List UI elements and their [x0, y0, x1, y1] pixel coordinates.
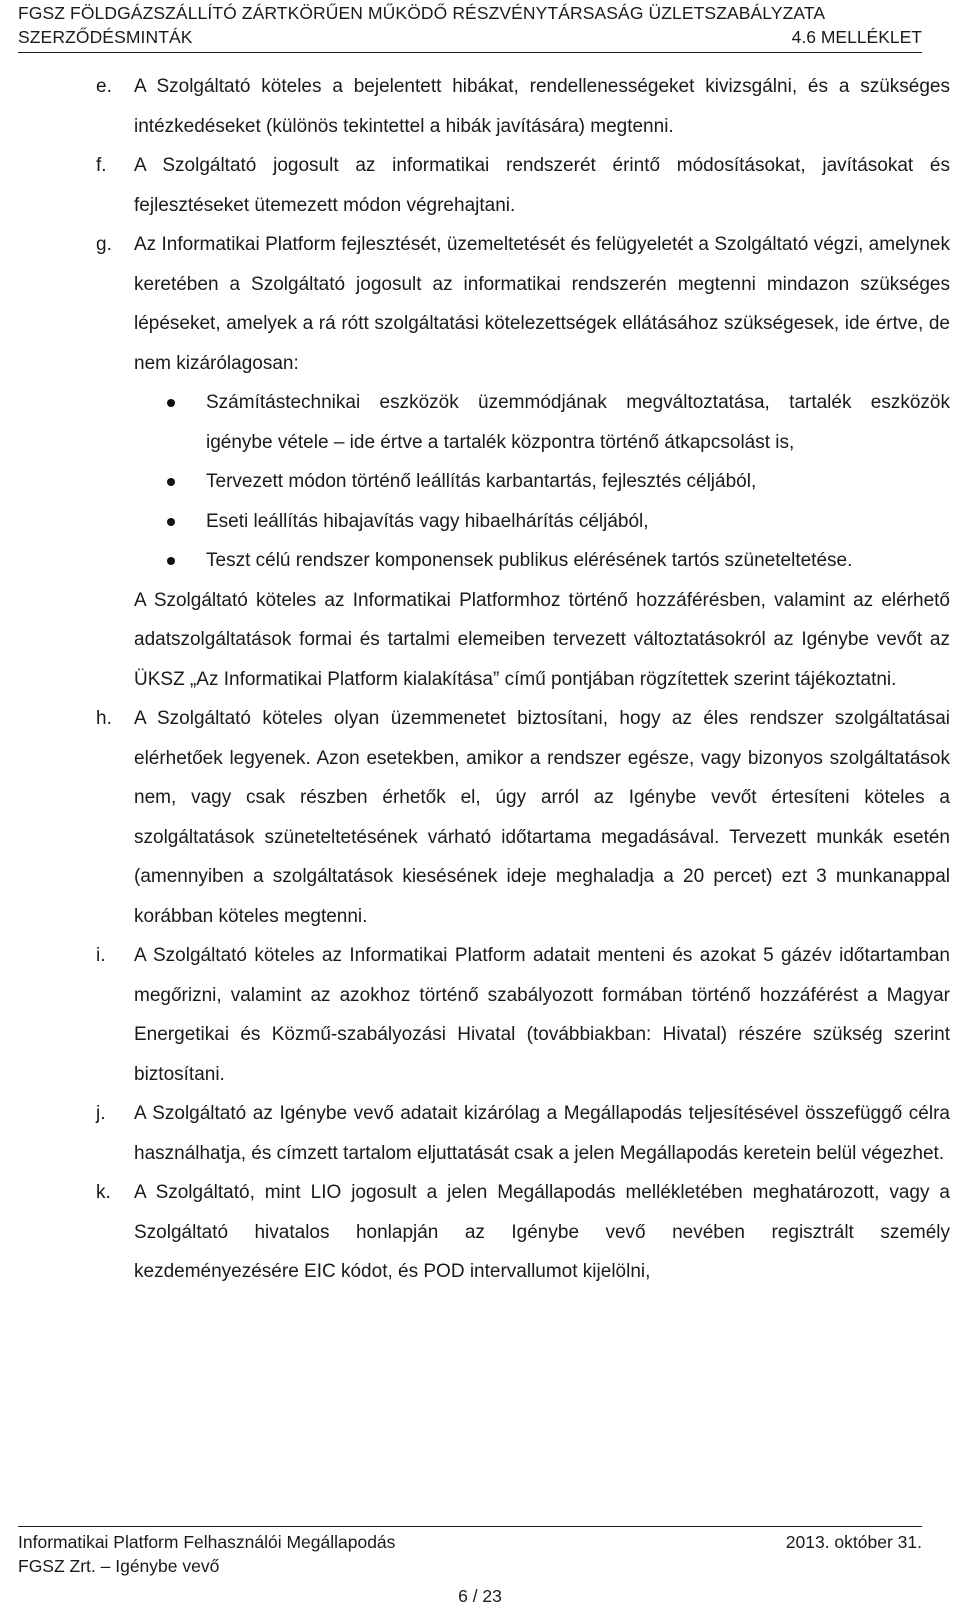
list-item-j — [96, 1094, 950, 1173]
footer-rule — [18, 1526, 922, 1527]
item-text: A Szolgáltató köteles olyan üzemmenetet biztosítani, hogy az éles rendszer szolgáltatásai elérhetőek legyenek. Azon esetekben, amikor a rendszer egésze, vagy bizonyos szolgáltatások nem, vagy csak részben érhetők el, úgy arról az Igénybe vevőt értesíteni köteles a szolgáltatások szüneteltetésének várható időtartama megadásával. Tervezett munkák esetén (amennyiben a szolgáltatások kiesésének ideje meghaladja a 20 percet) ezt 3 munkanappal korábban köteles megtenni. — [134, 708, 950, 927]
item-text: Az Informatikai Platform fejlesztését, üzemeltetését és felügyeletét a Szolgáltató végzi, amelynek keretében a Szolgáltató jogosult az informatikai rendszerén megtenni mindazon szükséges lépéseket, amelyek a rá rótt szolgáltatási kötelezettségek ellátásához szükségesek, ide értve, de nem kizárólagosan: — [134, 234, 950, 374]
bullet-text: Számítástechnikai eszközök üzemmódjának megváltoztatása, tartalék eszközök igénybe vétele – ide értve a tartalék központra történő átkapcsolást is, — [206, 392, 950, 453]
bullet-item — [206, 383, 950, 462]
document-body — [0, 67, 960, 1292]
page-footer — [0, 1526, 960, 1624]
item-closing-text: A Szolgáltató köteles az Informatikai Platformhoz történő hozzáférésben, valamint az elérhető adatszolgáltatások formai és tartalmi elemeiben tervezett változtatásokról az Igénybe vevőt az ÜKSZ „Az Informatikai Platform kialakítása” című pontjában rögzítettek szerint tájékoztatni. — [134, 589, 950, 690]
item-text: A Szolgáltató köteles az Informatikai Platform adatait menteni és azokat 5 gázév időtartamban megőrizni, valamint az azokhoz történő szabályozott formában történő hozzáférést a Magyar Energetikai és Közmű-szabályozási Hivatal (továbbiakban: Hivatal) részére szükség szerint biztosítani. — [134, 945, 950, 1085]
header-section: SZERZŐDÉSMINTÁK — [18, 27, 193, 47]
list-item-k — [96, 1173, 950, 1292]
bullet-item — [206, 462, 950, 502]
page-number: 6 / 23 — [458, 1586, 502, 1606]
item-marker: i. — [96, 945, 106, 966]
bullet-text: Teszt célú rendszer komponensek publikus elérésének tartós szüneteltetése. — [206, 550, 853, 571]
bullet-item — [206, 502, 950, 542]
list-item-e — [96, 67, 950, 146]
footer-party: FGSZ Zrt. – Igénybe vevő — [18, 1556, 220, 1576]
item-text: A Szolgáltató köteles a bejelentett hibákat, rendellenességeket kivizsgálni, és a szükséges intézkedéseket (különös tekintettel a hibák javítására) megtenni. — [134, 76, 950, 137]
page-header — [0, 0, 960, 58]
bullet-icon — [167, 478, 175, 486]
list-item-h — [96, 699, 950, 936]
item-marker: e. — [96, 76, 112, 97]
item-marker: h. — [96, 708, 112, 729]
list-item-g — [96, 225, 950, 699]
item-text: A Szolgáltató, mint LIO jogosult a jelen Megállapodás mellékletében meghatározott, vagy a Szolgáltató hivatalos honlapján az Igénybe vevő nevében regisztrált személy kezdeményezésére EIC kódot, és POD intervallumot kijelölni, — [134, 1182, 950, 1282]
header-rule — [18, 52, 922, 53]
item-marker: k. — [96, 1182, 111, 1203]
header-title: FGSZ FÖLDGÁZSZÁLLÍTÓ ZÁRTKÖRŰEN MŰKÖDŐ RÉSZVÉNYTÁRSASÁG ÜZLETSZABÁLYZATA — [18, 3, 826, 23]
item-marker: f. — [96, 155, 107, 176]
header-annex: 4.6 MELLÉKLET — [791, 27, 922, 47]
bullet-item — [206, 541, 950, 581]
bullet-icon — [167, 557, 175, 565]
bullet-icon — [167, 518, 175, 526]
bullet-list — [134, 383, 950, 581]
item-text: A Szolgáltató jogosult az informatikai rendszerét érintő módosításokat, javításokat és fejlesztéseket ütemezett módon végrehajtani. — [134, 155, 950, 216]
bullet-text: Tervezett módon történő leállítás karbantartás, fejlesztés céljából, — [206, 471, 757, 492]
bullet-icon — [167, 399, 175, 407]
item-marker: g. — [96, 234, 112, 255]
list-item-i — [96, 936, 950, 1094]
bullet-text: Eseti leállítás hibajavítás vagy hibaelhárítás céljából, — [206, 510, 649, 532]
item-text: A Szolgáltató az Igénybe vevő adatait kizárólag a Megállapodás teljesítésével összefüggő célra használhatja, és címzett tartalom eljuttatását csak a jelen Megállapodás keretein belül végezhet. — [134, 1103, 950, 1164]
list-item-f — [96, 146, 950, 225]
footer-date: 2013. október 31. — [785, 1532, 922, 1552]
item-marker: j. — [96, 1103, 106, 1124]
footer-doc-title: Informatikai Platform Felhasználói Megállapodás — [18, 1532, 396, 1552]
